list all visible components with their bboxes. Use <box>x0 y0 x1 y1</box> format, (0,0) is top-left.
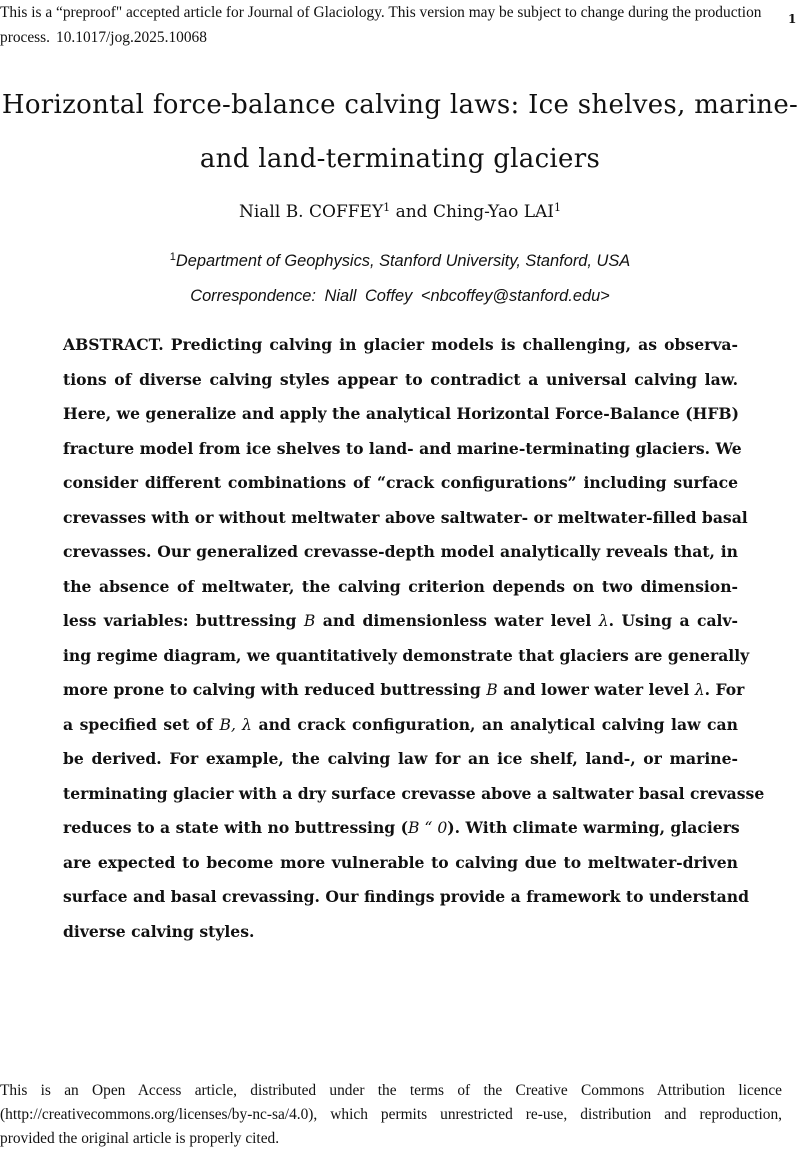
license-line: (http://creativecommons.org/licenses/by-nc-sa/4.0), which permits unrestricted re-use, distribution and reproduction, <box>0 1106 782 1123</box>
abstract-line: tions of diverse calving styles appear to contradict a universal calving law. <box>63 369 738 389</box>
title-line-1: Horizontal force-balance calving laws: Ice shelves, marine- <box>1 90 799 120</box>
abstract-line: are expected to become more vulnerable to calving due to meltwater-driven <box>63 852 738 872</box>
symbol-water-level: λ <box>694 681 705 699</box>
affiliation <box>0 252 800 271</box>
abstract-line <box>63 604 738 639</box>
abstract <box>63 328 765 949</box>
abstract-line <box>63 708 738 743</box>
page-number: 1 <box>788 12 797 26</box>
abstract-text: ). With climate warming, glaciers <box>447 818 740 837</box>
author-name: Ching-Yao LAI <box>432 202 555 222</box>
preproof-notice <box>0 0 780 50</box>
license-notice <box>0 1079 782 1151</box>
abstract-line: crevasses. Our generalized crevasse-depth model analytically reveals that, in <box>63 542 738 561</box>
abstract-line: diverse calving styles. <box>63 921 255 941</box>
abstract-text: and crack configuration, an analytical calving law can <box>251 714 738 734</box>
abstract-text: a specified set of <box>63 714 220 734</box>
equation-no-buttressing: B “ 0 <box>408 819 448 837</box>
affiliation-mark: 1 <box>554 201 562 214</box>
symbol-buttressing: B <box>303 612 316 630</box>
author-connector: and <box>390 202 433 222</box>
abstract-text: reduces to a state with no buttressing ( <box>63 818 409 837</box>
abstract-line: surface and basal crevassing. Our findings provide a framework to understand <box>63 887 749 906</box>
abstract-line: Here, we generalize and apply the analytical Horizontal Force-Balance (HFB) <box>63 404 739 423</box>
abstract-text: . For <box>704 680 745 699</box>
abstract-line: terminating glacier with a dry surface crevasse above a saltwater basal crevasse <box>63 783 765 803</box>
symbol-buttressing: B <box>486 681 498 699</box>
paper-title <box>0 78 800 186</box>
abstract-text: less variables: buttressing <box>63 611 304 630</box>
abstract-line: consider different combinations of “crack configurations” including surface <box>63 473 738 492</box>
abstract-line: the absence of meltwater, the calving criterion depends on two dimension- <box>63 576 738 596</box>
abstract-text: . Using a calv- <box>608 611 739 630</box>
symbol-parameter-set: B, λ <box>219 715 252 734</box>
author-list <box>0 202 800 222</box>
affiliation-mark: 1 <box>169 251 176 263</box>
notice-line-2 <box>0 25 780 50</box>
abstract-line <box>63 811 738 846</box>
doi-link[interactable]: 10.1017/jog.2025.10068 <box>56 29 207 46</box>
abstract-text: and lower water level <box>497 680 695 699</box>
abstract-line: fracture model from ice shelves to land- and marine-terminating glaciers. We <box>63 438 742 458</box>
notice-process-text: process. <box>0 29 51 46</box>
abstract-line: ABSTRACT. Predicting calving in glacier models is challenging, as observa- <box>63 335 738 354</box>
abstract-line: crevasses with or without meltwater above saltwater- or meltwater-filled basal <box>63 507 748 527</box>
affiliation-mark: 1 <box>383 201 391 214</box>
title-line-2: and land-terminating glaciers <box>199 144 601 174</box>
author-name: Niall B. COFFEY <box>238 202 384 222</box>
abstract-line <box>63 673 745 708</box>
symbol-water-level: λ <box>598 612 609 630</box>
correspondence: Correspondence: Niall Coffey <nbcoffey@stanford.edu> <box>190 287 610 305</box>
notice-line-1: This is a “preproof" accepted article for Journal of Glaciology. This version may be subject to change during the production <box>0 4 762 21</box>
abstract-text: more prone to calving with reduced buttressing <box>63 680 487 699</box>
license-line: This is an Open Access article, distributed under the terms of the Creative Commons Attribution licence <box>0 1082 782 1099</box>
abstract-line: be derived. For example, the calving law for an ice shelf, land-, or marine- <box>63 749 738 768</box>
license-line: provided the original article is properly cited. <box>0 1130 280 1147</box>
affiliation-text: Department of Geophysics, Stanford University, Stanford, USA <box>175 252 631 270</box>
abstract-line: ing regime diagram, we quantitatively demonstrate that glaciers are generally <box>63 645 750 665</box>
abstract-text: and dimensionless water level <box>315 611 599 630</box>
